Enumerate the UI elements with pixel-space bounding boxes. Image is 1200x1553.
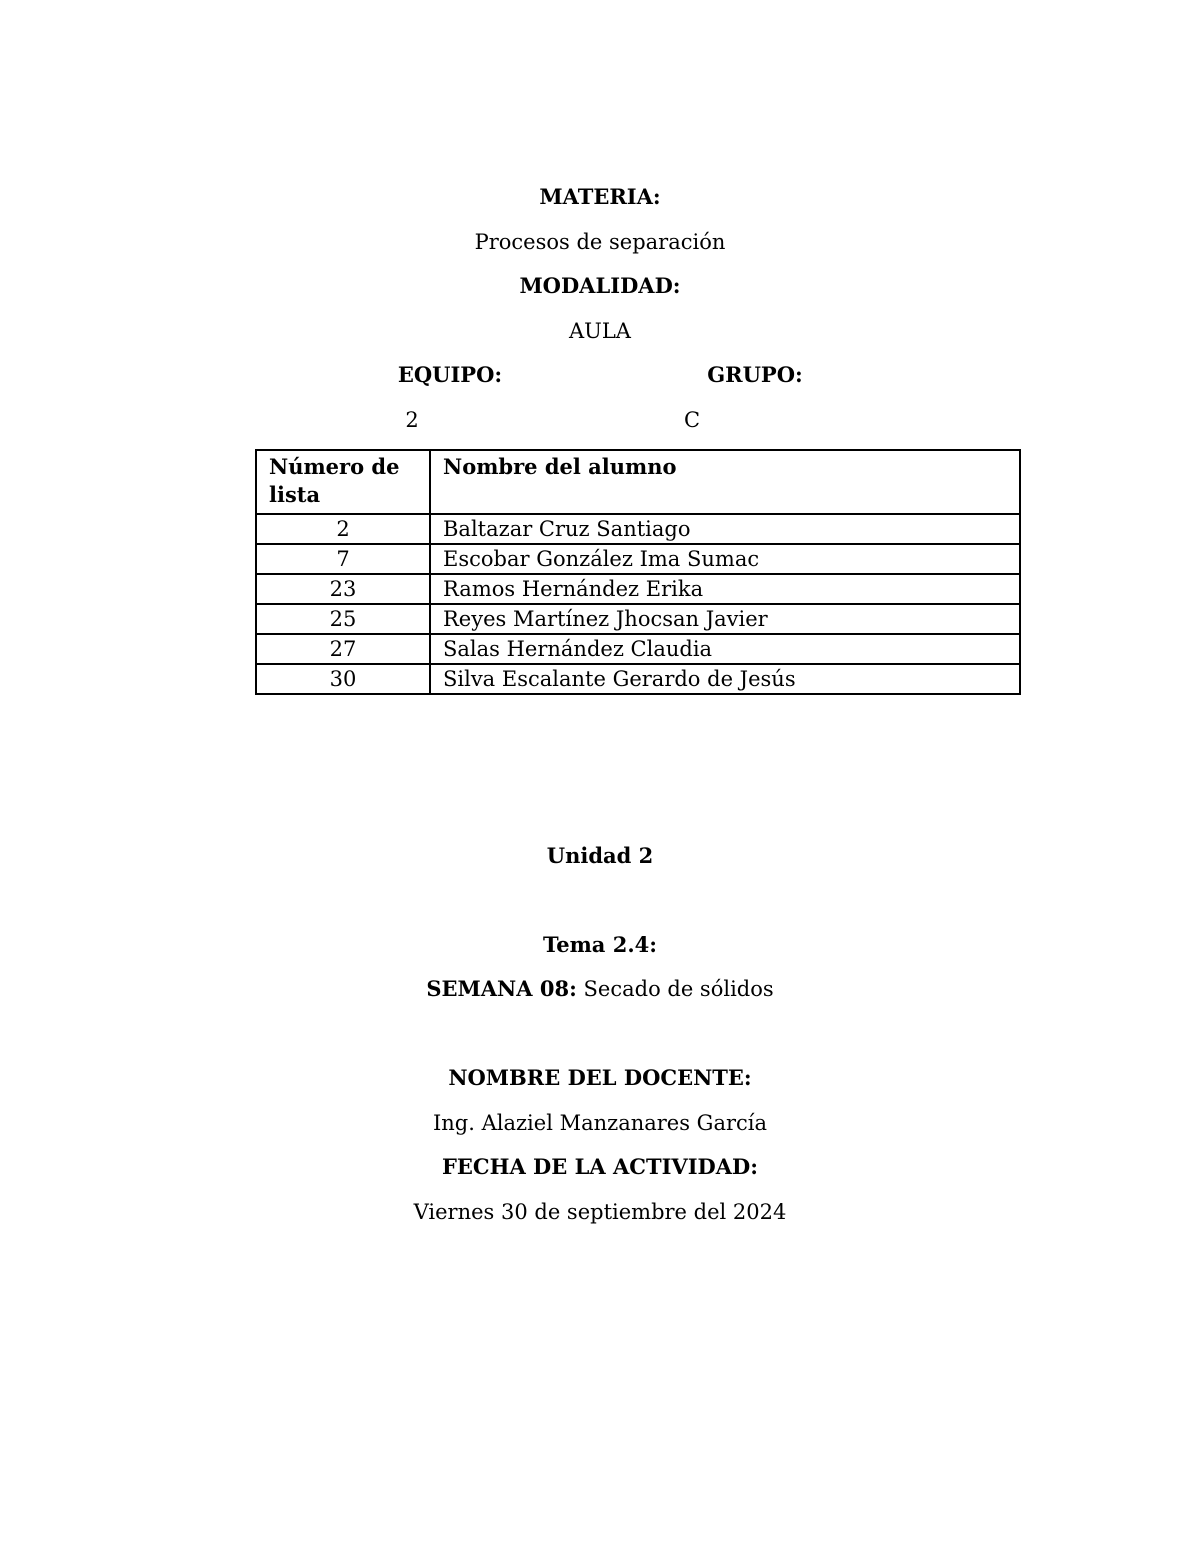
table-row: [256, 514, 1020, 544]
unidad-heading: Unidad 2: [546, 843, 654, 868]
docente-value: Ing. Alaziel Manzanares García: [432, 1111, 768, 1135]
table-row: [256, 604, 1020, 634]
table-row: [256, 634, 1020, 664]
cell-numero: 30: [256, 664, 430, 694]
cell-nombre: Silva Escalante Gerardo de Jesús: [430, 664, 1020, 694]
cell-numero: 27: [256, 634, 430, 664]
table-row: [256, 664, 1020, 694]
grupo-value: C: [683, 408, 701, 432]
cell-nombre: Escobar González Ima Sumac: [430, 544, 1020, 574]
column-header-numero: Número de lista: [256, 450, 430, 514]
semana-line: [0, 975, 1200, 1003]
semana-value: Secado de sólidos: [583, 977, 774, 1001]
cell-nombre: Baltazar Cruz Santiago: [430, 514, 1020, 544]
cell-nombre: Ramos Hernández Erika: [430, 574, 1020, 604]
docente-label: NOMBRE DEL DOCENTE:: [448, 1065, 752, 1090]
column-header-nombre: Nombre del alumno: [430, 450, 1020, 514]
cell-numero: 25: [256, 604, 430, 634]
fecha-value: Viernes 30 de septiembre del 2024: [413, 1200, 787, 1224]
modalidad-value: AULA: [569, 319, 631, 343]
table-header-row: [256, 450, 1020, 514]
semana-label: SEMANA 08:: [426, 976, 577, 1001]
modalidad-label: MODALIDAD:: [519, 273, 681, 298]
cell-numero: 2: [256, 514, 430, 544]
materia-value: Procesos de separación: [474, 230, 726, 254]
tema-heading: Tema 2.4:: [542, 932, 657, 957]
cell-numero: 23: [256, 574, 430, 604]
materia-label: MATERIA:: [539, 184, 661, 209]
student-table: [255, 449, 1021, 695]
equipo-label: EQUIPO:: [397, 362, 503, 387]
cell-numero: 7: [256, 544, 430, 574]
cell-nombre: Reyes Martínez Jhocsan Javier: [430, 604, 1020, 634]
cell-nombre: Salas Hernández Claudia: [430, 634, 1020, 664]
table-row: [256, 544, 1020, 574]
fecha-label: FECHA DE LA ACTIVIDAD:: [441, 1154, 758, 1179]
equipo-value: 2: [405, 408, 419, 432]
table-row: [256, 574, 1020, 604]
grupo-label: GRUPO:: [707, 362, 803, 387]
